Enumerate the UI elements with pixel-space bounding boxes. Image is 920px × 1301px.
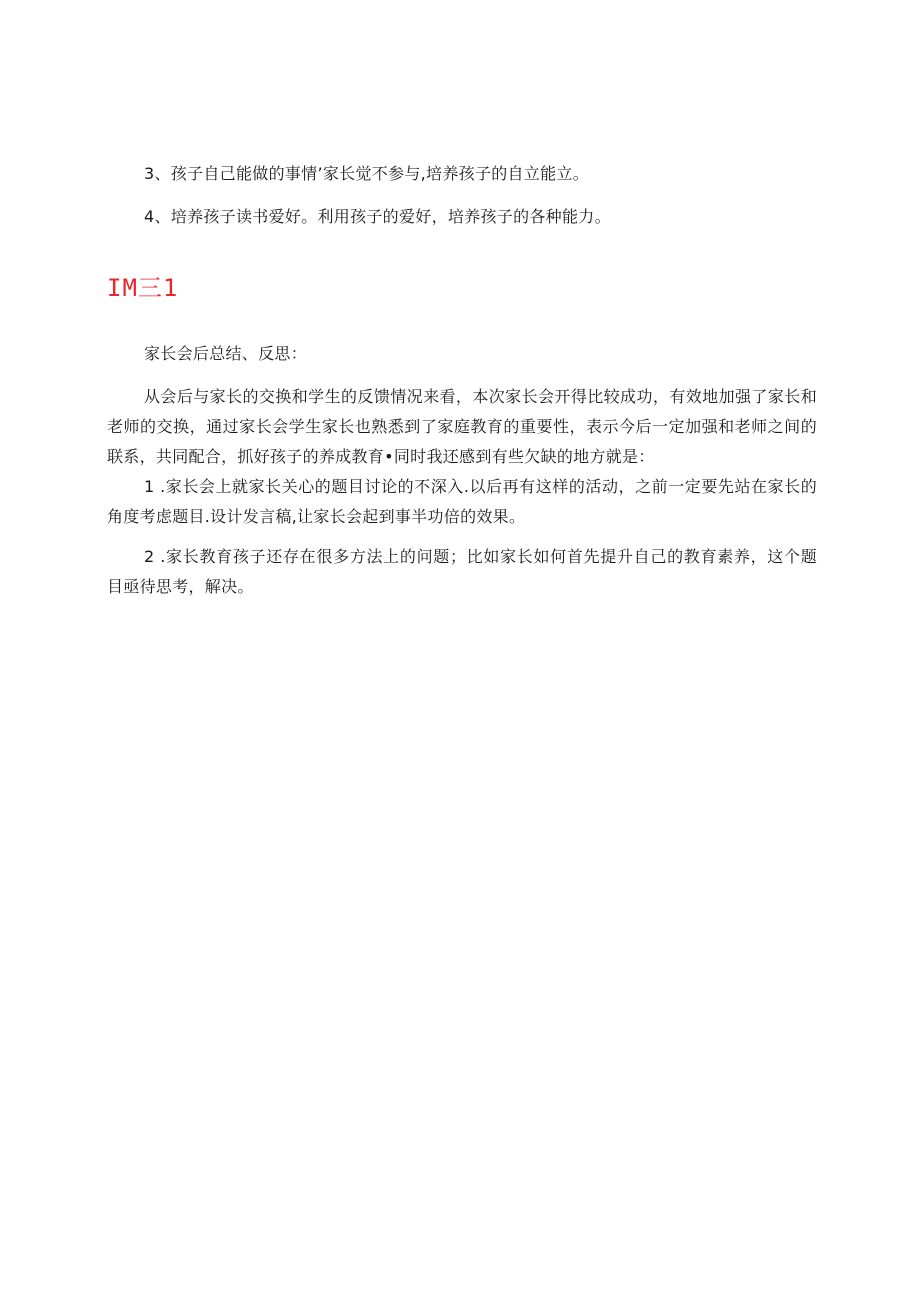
list-item-3: 3、孩子自己能做的事情’家长觉不参与,培养孩子的自立能立。 [144, 164, 590, 183]
point-1: 1 .家长会上就家长关心的题目讨论的不深入.以后再有这样的活动，之前一定要先站在家长的角度考虑题目.设计发言稿,让家长会起到事半功倍的效果。 [107, 477, 817, 526]
section-heading: IM三1 [107, 274, 179, 302]
summary-title: 家长会后总结、反思： [144, 344, 308, 363]
list-item-4: 4、培养孩子读书爱好。利用孩子的爱好，培养孩子的各种能力。 [144, 207, 611, 226]
summary-paragraph: 从会后与家长的交换和学生的反馈情况来看，本次家长会开得比较成功，有效地加强了家长和老师的交换，通过家长会学生家长也熟悉到了家庭教育的重要性，表示今后一定加强和老师之间的联系，共同配合，抓好孩子的养成教育•同时我还感到有些欠缺的地方就是： [107, 387, 817, 466]
point-2: 2 .家长教育孩子还存在很多方法上的问题；比如家长如何首先提升自己的教育素养，这个题目亟待思考，解决。 [107, 547, 817, 596]
